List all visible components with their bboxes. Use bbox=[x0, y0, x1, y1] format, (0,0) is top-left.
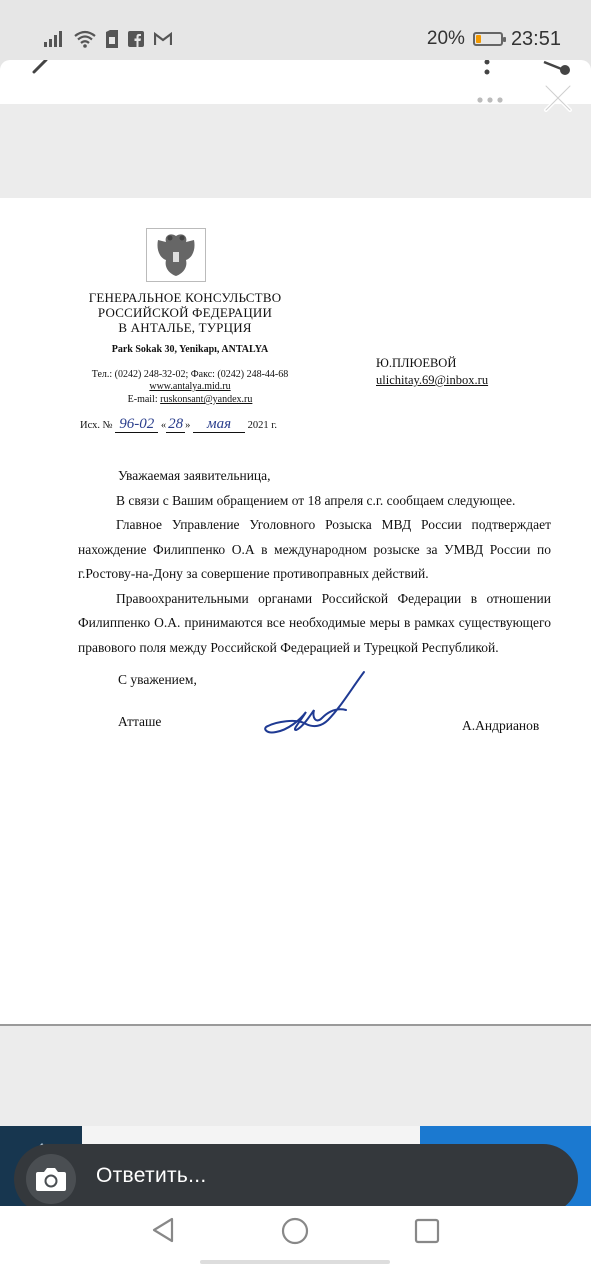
recipient-email: ulichitay.69@inbox.ru bbox=[376, 373, 489, 387]
org-line-3: В АНТАЛЬЕ, ТУРЦИЯ bbox=[118, 320, 252, 335]
close-icon[interactable] bbox=[538, 78, 578, 118]
facebook-icon bbox=[128, 31, 144, 47]
home-circle-icon[interactable] bbox=[280, 1216, 310, 1246]
org-email: ruskonsant@yandex.ru bbox=[160, 394, 253, 405]
signer-position: Атташе bbox=[118, 714, 162, 729]
letter-body bbox=[78, 464, 551, 660]
ref-year: 2021 г. bbox=[247, 420, 278, 431]
org-email-line bbox=[70, 394, 310, 406]
gmail-icon bbox=[154, 32, 172, 46]
camera-button[interactable] bbox=[26, 1154, 76, 1204]
paragraph-2: Главное Управление Уголовного Розыска МВД России подтверждает нахождение Филиппенко О.А в международном розыске за УМВД России по г.Ростову-на-Дону за совершение противоправных действий. bbox=[78, 517, 551, 581]
org-line-1: ГЕНЕРАЛЬНОЕ КОНСУЛЬСТВО bbox=[88, 290, 282, 305]
paragraph-3: Правоохранительными органами Российской Федерации в отношении Филиппенко О.А. принимаются все необходимые меры в рамках существующего правового поля между Российской Федерацией и Турецкой Республикой. bbox=[78, 590, 551, 655]
status-icons-right bbox=[427, 24, 561, 54]
viewer-bottom-band bbox=[0, 1026, 591, 1126]
back-icon[interactable] bbox=[28, 60, 58, 80]
recipient-name: Ю.ПЛЮЕВОЙ bbox=[376, 356, 457, 370]
gesture-handle bbox=[200, 1260, 390, 1264]
ref-number: 96-02 bbox=[115, 416, 158, 433]
ref-prefix: Исх. № bbox=[80, 420, 113, 431]
org-website: www.antalya.mid.ru bbox=[149, 381, 231, 392]
greeting: Уважаемая заявительница, bbox=[118, 468, 271, 483]
ref-day: 28 bbox=[168, 416, 184, 432]
signer-name: А.Андрианов bbox=[462, 718, 540, 733]
wifi-icon bbox=[74, 30, 96, 48]
share-icon[interactable] bbox=[540, 60, 572, 80]
closing: С уважением, bbox=[118, 672, 197, 687]
org-address: Park Sokak 30, Yenikapı, ANTALYA bbox=[111, 344, 269, 355]
email-label: E-mail: bbox=[127, 394, 158, 405]
clock: 23:51 bbox=[510, 27, 561, 50]
status-icons-left bbox=[44, 24, 172, 54]
paragraph-1: В связи с Вашим обращением от 18 апреля с.г. сообщаем следующее. bbox=[116, 492, 516, 508]
coat-of-arms-emblem bbox=[146, 228, 206, 282]
ref-month: мая bbox=[193, 416, 245, 433]
dots-icon[interactable] bbox=[476, 96, 504, 104]
system-nav-bar bbox=[0, 1206, 591, 1280]
back-triangle-icon[interactable] bbox=[150, 1216, 178, 1244]
sim-icon bbox=[106, 30, 118, 48]
battery-percent: 20% bbox=[426, 28, 465, 49]
handwritten-signature bbox=[256, 668, 376, 738]
more-icon[interactable] bbox=[480, 60, 494, 78]
reference-line: Исх. № 96-02 « 28 » мая 2021 г. bbox=[80, 416, 278, 432]
recents-square-icon[interactable] bbox=[413, 1217, 441, 1245]
battery-icon bbox=[473, 32, 503, 46]
signal-icon bbox=[44, 31, 64, 47]
reply-placeholder[interactable]: Ответить... bbox=[96, 1164, 207, 1187]
viewer-gray-band bbox=[0, 104, 591, 198]
battery-level bbox=[476, 35, 481, 43]
org-line-2: РОССИЙСКОЙ ФЕДЕРАЦИИ bbox=[97, 305, 273, 320]
camera-icon bbox=[35, 1166, 67, 1192]
letter-document bbox=[0, 198, 591, 1026]
org-phone-fax: Тел.: (0242) 248-32-02; Факс: (0242) 248-44-68 bbox=[91, 369, 289, 380]
